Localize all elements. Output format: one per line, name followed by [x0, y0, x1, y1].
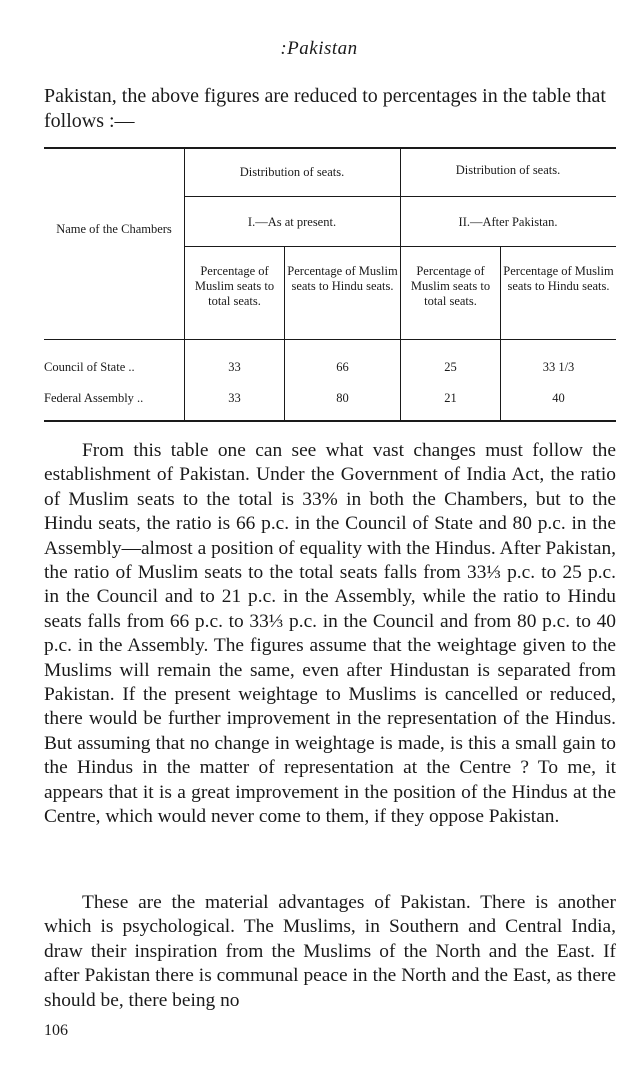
group1-subheader: I.—As at present. — [247, 215, 337, 229]
table-header-rule — [44, 339, 616, 340]
table-cell: 66 — [336, 360, 349, 374]
table-top-rule — [44, 147, 616, 149]
intro-paragraph: Pakistan, the above figures are reduced to percentages in the table that follows :— — [44, 85, 606, 132]
group1-header: Distribution of seats. — [239, 165, 345, 179]
table-cell: 33 — [228, 360, 241, 374]
page-number: 106 — [44, 1022, 68, 1039]
table-row-name: Federal Assembly .. — [44, 391, 144, 405]
table-cell: 33 1/3 — [542, 360, 575, 374]
table-cell: 33 — [228, 391, 241, 405]
table-row-name: Council of State .. — [44, 360, 135, 374]
table-cell: 40 — [552, 391, 565, 405]
col2-header: Percentage of Muslim seats to Hindu seats. — [287, 264, 398, 293]
table-cell: 21 — [444, 391, 457, 405]
col-divider — [500, 247, 501, 420]
paragraph-text: These are the material advantages of Pakistan. There is another which is psychological. The Muslims, in Southern and Central India, draw their inspiration from the Muslims of the North and the East. If after Pakistan there is communal peace in the North and the East, as there should be, there being no — [44, 892, 616, 1011]
col1-header: Percentage of Muslim seats to total seats. — [194, 264, 275, 308]
running-head: :Pakistan — [280, 38, 358, 59]
col3-header: Percentage of Muslim seats to total seats. — [410, 264, 491, 308]
body-paragraph — [44, 439, 616, 830]
group2-header: Distribution of seats. — [455, 163, 561, 177]
col-divider — [284, 247, 285, 420]
paragraph-text: From this table one can see what vast changes must follow the establishment of Pakistan. Under the Government of India Act, the ratio of Muslim seats to the total is 33% in both the Chambers, but to the Hindu seats, the ratio is 66 p.c. in the Council of State and 80 p.c. in the Assembly—almost a position of equality with the Hindus. After Pakistan, the ratio of Muslim seats to the total seats falls from 33⅓ p.c. to 25 p.c. in the Council and to 21 p.c. in the Assembly, while the ratio to Hindu seats falls from 66 p.c. to 33⅓ p.c. in the Council and from 80 p.c. to 40 p.c. in the Assembly. The figures assume that the weightage given to the Muslims will remain the same, even after Hindustan is separated from Pakistan. If the present weightage to Muslims is cancelled or reduced, there would be further improvement in the representation of the Hindus. But assuming that no change in weightage is made, is this a small gain to the Hindus in the matter of representation at the Centre ? To me, it appears that it is a great improvement in the position of the Hindus at the Centre, which would never come to them, if they oppose Pakistan. — [44, 440, 616, 828]
body-paragraph — [44, 891, 616, 1013]
col-divider — [400, 149, 401, 420]
group2-subheader: II.—After Pakistan. — [458, 215, 558, 229]
table-cell: 25 — [444, 360, 457, 374]
row-header: Name of the Chambers — [56, 222, 172, 236]
col-divider — [184, 149, 185, 420]
col4-header: Percentage of Muslim seats to Hindu seats. — [503, 264, 614, 293]
table-cell: 80 — [336, 391, 349, 405]
table-bottom-rule — [44, 420, 616, 422]
